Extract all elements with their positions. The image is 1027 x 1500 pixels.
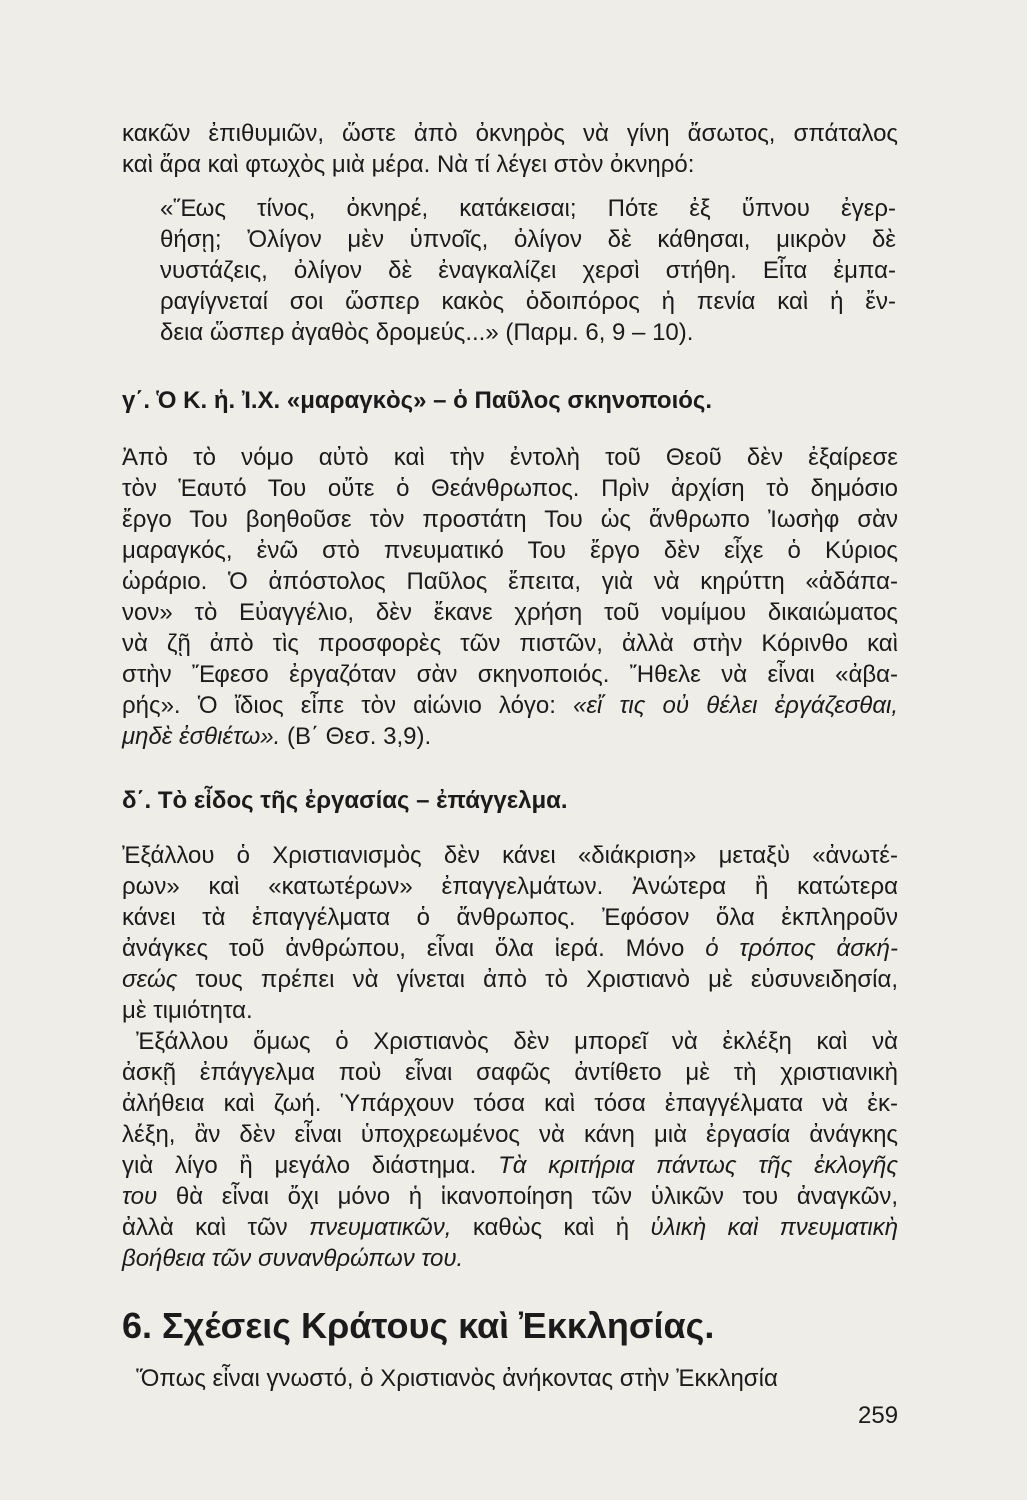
text-line: νὰ ζῇ ἀπὸ τὶς προσφορὲς τῶν πιστῶν, ἀλλὰ στὴν Κόρινθο καὶ: [122, 630, 898, 657]
text-segment: τους πρέπει νὰ γίνεται ἀπὸ τὸ Χριστιανὸ μὲ εὐσυνειδησία,: [177, 966, 898, 993]
text-line: στὴν Ἔφεσο ἐργαζόταν σὰν σκηνοποιός. Ἤθελε νὰ εἶναι «ἀβα-: [122, 661, 898, 688]
text-line: μαραγκός, ἐνῶ στὸ πνευματικό Του ἔργο δὲν εἶχε ὁ Κύριος: [122, 537, 898, 564]
text-segment: θὰ εἶναι ὄχι μόνο ἡ ἱκανοποίηση τῶν ὑλικῶν του ἀναγκῶν,: [157, 1183, 898, 1210]
text-line: [122, 1150, 898, 1181]
text-line: Ἐξάλλου ὅμως ὁ Χριστιανὸς δὲν μπορεῖ νὰ ἐκλέξη καὶ νὰ: [136, 1028, 898, 1055]
text-segment: ἀλλὰ καὶ τῶν: [122, 1214, 310, 1241]
text-line: κάνει τὰ ἐπαγγέλματα ὁ ἄνθρωπος. Ἐφόσον ὅλα ἐκπληροῦν: [122, 904, 898, 931]
text-line: [122, 690, 898, 721]
text-segment: γιὰ λίγο ἢ μεγάλο διάστημα.: [122, 1152, 499, 1179]
text-line: καὶ ἄρα καὶ φτωχὸς μιὰ μέρα. Νὰ τί λέγει στὸν ὀκνηρό:: [122, 151, 695, 178]
text-line: [122, 1181, 898, 1212]
quote-line: δεια ὥσπερ ἀγαθὸς δρομεύς...» (Παρμ. 6, 9 – 10).: [160, 319, 694, 346]
italic-phrase: πνευματικῶν,: [309, 1214, 452, 1241]
italic-phrase: βοήθεια τῶν συνανθρώπων του.: [122, 1245, 464, 1272]
quote-line: θήσῃ; Ὀλίγον μὲν ὑπνοῖς, ὀλίγον δὲ κάθησαι, μικρὸν δὲ: [160, 226, 896, 253]
text-line: ἀσκῇ ἐπάγγελμα ποὺ εἶναι σαφῶς ἀντίθετο μὲ τὴ χριστιανικὴ: [122, 1059, 898, 1086]
italic-phrase: σεώς: [122, 966, 178, 993]
text-line: ρων» καὶ «κατωτέρων» ἐπαγγελμάτων. Ἀνώτερα ἢ κατώτερα: [122, 873, 898, 900]
text-line: κακῶν ἐπιθυμιῶν, ὥστε ἀπὸ ὀκνηρὸς νὰ γίνη ἄσωτος, σπάταλος: [122, 120, 898, 147]
text-line: νον» τὸ Εὐαγγέλιο, δὲν ἔκανε χρήση τοῦ νομίμου δικαιώματος: [122, 599, 898, 626]
italic-phrase: ὁ τρόπος ἀσκή-: [705, 935, 898, 962]
text-line: Ἐξάλλου ὁ Χριστιανισμὸς δὲν κάνει «διάκριση» μεταξὺ «ἀνωτέ-: [122, 842, 898, 869]
section-title: 6. Σχέσεις Κράτους καὶ Ἐκκλησίας.: [122, 1305, 715, 1346]
section-heading: γ΄. Ὁ Κ. ἡ. Ἰ.Χ. «μαραγκὸς» – ὁ Παῦλος σκηνοποιός.: [122, 387, 713, 414]
quote-line: νυστάζεις, ὀλίγον δὲ ἐναγκαλίζει χερσὶ στήθη. Εἶτα ἐμπα-: [160, 257, 896, 284]
page-number: 259: [858, 1402, 899, 1429]
text-line: [122, 721, 898, 752]
text-line: λέξη, ἂν δὲν εἶναι ὑποχρεωμένος νὰ κάνη μιὰ ἐργασία ἀνάγκης: [122, 1121, 898, 1148]
text-line: [122, 1243, 898, 1274]
italic-quote: μηδὲ ἐσθιέτω».: [122, 723, 281, 750]
text-line: Ὅπως εἶναι γνωστό, ὁ Χριστιανὸς ἀνήκοντας στὴν Ἐκκλησία: [136, 1365, 778, 1392]
section-heading: δ΄. Τὸ εἶδος τῆς ἐργασίας – ἐπάγγελμα.: [122, 787, 568, 814]
italic-phrase: του: [122, 1183, 158, 1210]
text-line: ἀλήθεια καὶ ζωή. Ὑπάρχουν τόσα καὶ τόσα ἐπαγγέλματα νὰ ἐκ-: [122, 1090, 898, 1117]
text-line: [122, 964, 898, 995]
text-segment: καθὼς καὶ ἡ: [451, 1214, 651, 1241]
italic-quote: «εἴ τις οὐ θέλει ἐργάζεσθαι,: [573, 692, 899, 719]
text-line: [122, 1212, 898, 1243]
text-line: Ἀπὸ τὸ νόμο αὐτὸ καὶ τὴν ἐντολὴ τοῦ Θεοῦ δὲν ἐξαίρεσε: [122, 444, 898, 471]
text-segment: ἀνάγκες τοῦ ἀνθρώπου, εἶναι ὅλα ἱερά. Μόνο: [122, 935, 706, 962]
quote-line: ραγίγνεταί σοι ὥσπερ κακὸς ὁδοιπόρος ἡ πενία καὶ ἡ ἔν-: [160, 288, 896, 315]
text-line: τὸν Ἑαυτό Του οὔτε ὁ Θεάνθρωπος. Πρὶν ἀρχίση τὸ δημόσιο: [122, 475, 898, 502]
italic-phrase: Τὰ κριτήρια πάντως τῆς ἐκλογῆς: [498, 1152, 898, 1179]
quote-line: «Ἕως τίνος, ὀκνηρέ, κατάκεισαι; Πότε ἐξ ὕπνου ἐγερ-: [160, 195, 896, 222]
text-line: ἔργο Του βοηθοῦσε τὸν προστάτη Του ὡς ἄνθρωπο Ἰωσὴφ σὰν: [122, 506, 898, 533]
text-line: [122, 933, 898, 964]
text-segment: (Β΄ Θεσ. 3,9).: [280, 723, 432, 750]
italic-phrase: ὑλικὴ καὶ πνευματικὴ: [650, 1214, 899, 1241]
text-line: μὲ τιμιότητα.: [122, 997, 253, 1024]
text-line: ὡράριο. Ὁ ἀπόστολος Παῦλος ἔπειτα, γιὰ νὰ κηρύττη «ἀδάπα-: [122, 568, 898, 595]
text-segment: ρής». Ὁ ἴδιος εἶπε τὸν αἰώνιο λόγο:: [122, 692, 574, 719]
